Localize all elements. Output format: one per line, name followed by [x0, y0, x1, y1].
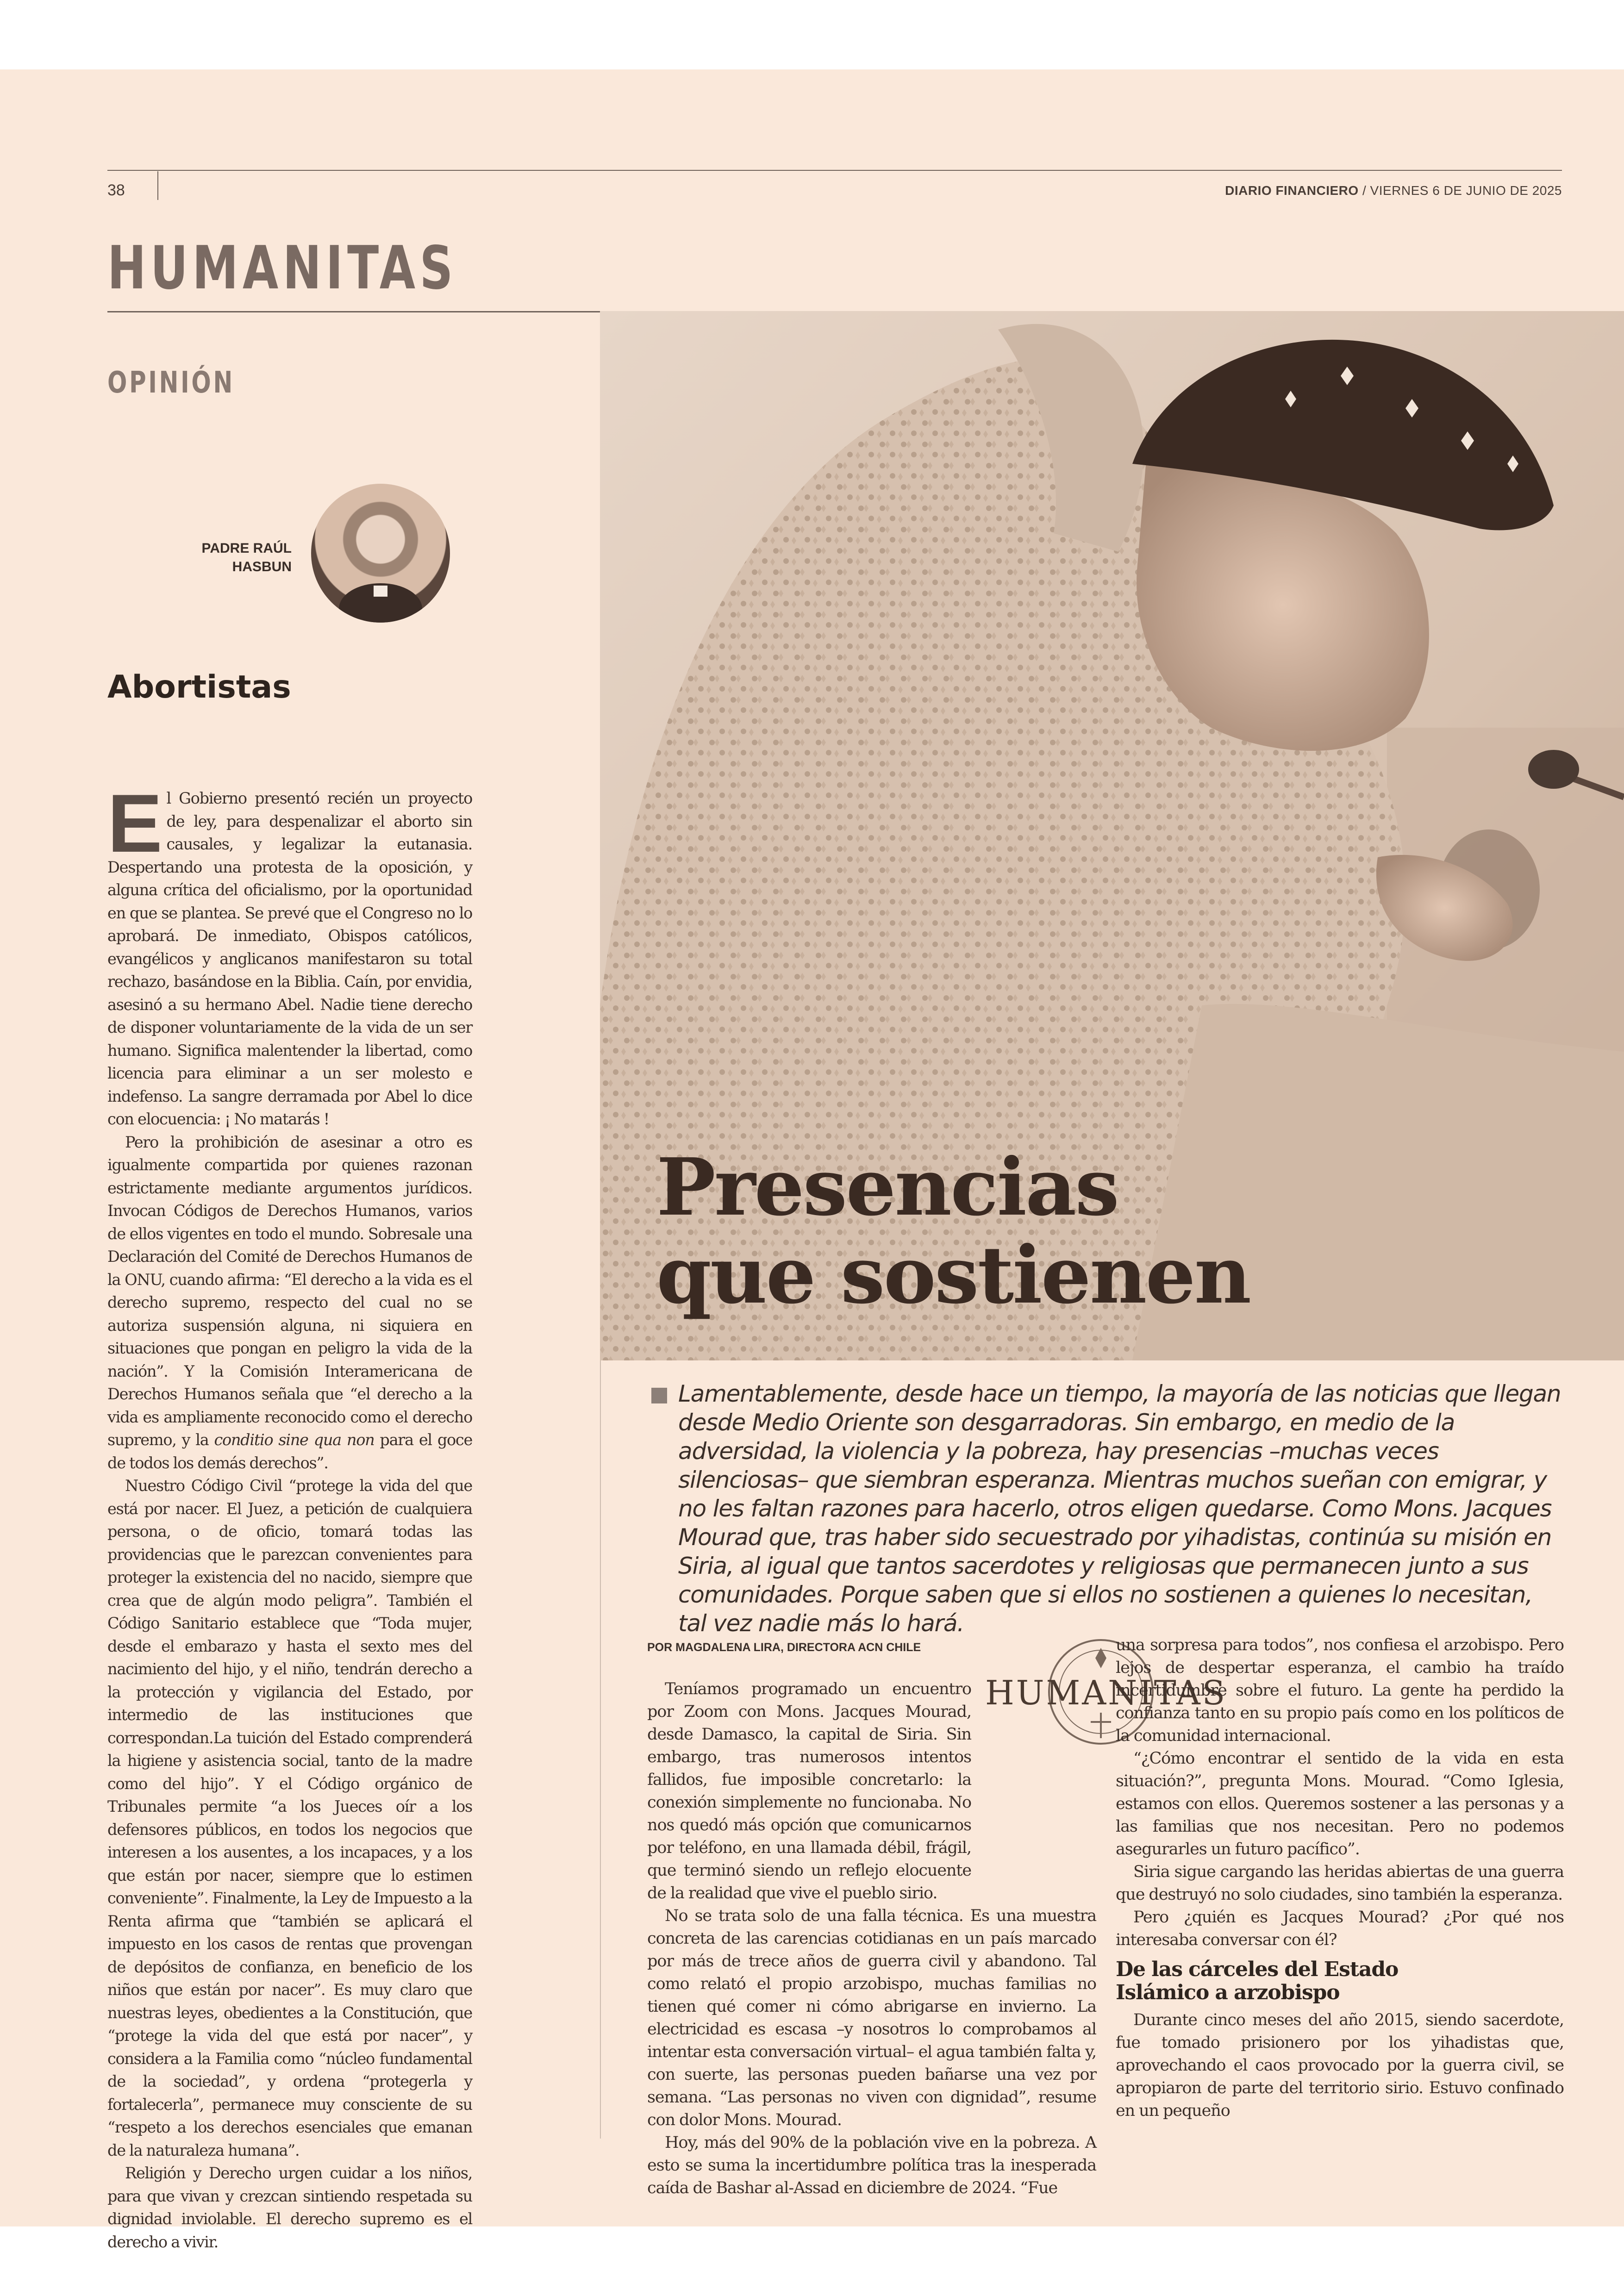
- header-top-rule: [107, 170, 1562, 171]
- feature-paragraph: “¿Cómo encontrar el sentido de la vida en esta situación?”, pregunta Mons. Mourad. “Como Iglesia, estamos con ellos. Queremos sostener a las personas y a las familias que nos necesitan. Pero no podemos asegurarles un futuro pacífico”.: [1116, 1749, 1564, 1858]
- opinion-paragraph-tail: para el goce de todos los demás derechos”.: [107, 1431, 473, 1472]
- header-tick: [157, 171, 158, 200]
- feature-paragraph: Siria sigue cargando las heridas abiertas de una guerra que destruyó no solo ciudades, sino también la esperanza.: [1116, 1863, 1564, 1904]
- section-title: HUMANITAS: [107, 234, 457, 303]
- opinion-paragraph: [107, 1131, 472, 1475]
- feature-column-2: [1116, 1634, 1564, 2122]
- feature-headline-line1: Presencias: [656, 1141, 1118, 1234]
- feature-paragraph: una sorpresa para todos”, nos confiesa el arzobispo. Pero lejos de despertar esperanza, el cambio ha traído incertidumbre sobre el futuro. La gente ha perdido la confianza tanto en su propio país como en los políticos de la comunidad internacional.: [1116, 1636, 1564, 1745]
- page-number: 38: [107, 181, 125, 199]
- opinion-paragraph: Nuestro Código Civil “protege la vida del que está por nacer. El Juez, a petición de cualquiera persona, o de oficio, tomará todas las providencias que le parezcan convenientes para proteger la existencia del no nacido, siempre que crea que de algún modo peligra”. También el Código Sanitario establece que “Toda mujer, desde el embarazo y hasta el sexto mes del nacimiento del hijo, y el niño, tendrán derecho a la protección y vigilancia del Estado, por intermedio de las instituciones que correspondan.La tuición del Estado comprenderá la higiene y asistencia social, tanto de la madre como del hijo”. Y el Código orgánico de Tribunales permite “a los Jueces oír a los defensores públicos, en todos los negocios que interesen a los ausentes, a los incapaces, y a los que están por nacer, siempre que lo estimen conveniente”. Finalmente, la Ley de Impuesto a la Renta afirma que “también se aplicará el impuesto en los casos de rentas que provengan de depósitos de confianza, en beneficio de los niños que están por nacer”. Es muy claro que nuestras leyes, obedientes a la Constitución, que “protege la vida del que está por nacer”, y considera a la Familia como “núcleo fundamental de la sociedad”, y ordena “protegerla y fortalecerla”, permanece muy consciente de su “respeto a los derechos esenciales que emanan de la naturaleza humana”.: [107, 1477, 472, 2159]
- publication-name: DIARIO FINANCIERO: [1225, 183, 1359, 198]
- drop-cap: E: [107, 777, 162, 869]
- feature-deck: Lamentablemente, desde hace un tiempo, la mayoría de las noticias que llegan desde Medio Oriente son desgarradoras. Sin embargo, en medio de la adversidad, la violencia y la pobreza, hay presencias –muchas veces silenciosas– que siembran esperanza. Mientras muchos sueñan con emigrar, y no les faltan razones para hacerlo, otros eligen quedarse. Como Mons. Jacques Mourad que, tras haber sido secuestrado por yihadistas, continúa su misión en Siria, al igual que tantos sacerdotes y religiosas que permanecen junto a sus comunidades. Porque saben que si ellos no sostienen a quienes lo necesitan, tal vez nadie más lo hará.: [678, 1380, 1561, 1637]
- author-name-line1: PADRE RAÚL: [201, 541, 292, 556]
- opinion-headline: Abortistas: [107, 669, 291, 705]
- deck-bullet: [651, 1388, 667, 1403]
- feature-headline: [656, 1141, 1250, 1322]
- feature-paragraph: Hoy, más del 90% de la población vive en la pobreza. A esto se suma la incertidumbre política tras la inesperada caída de Bashar al-Assad en diciembre de 2024. “Fue: [647, 2133, 1096, 2197]
- feature-paragraph: Pero ¿quién es Jacques Mourad? ¿Por qué nos interesaba conversar con él?: [1116, 1908, 1564, 1949]
- logo-wordmark: HUMANITAS: [985, 1673, 1227, 1712]
- opinion-paragraph-text: l Gobierno presentó recién un proyecto de ley, para despenalizar el aborto sin causales, y legalizar la eutanasia. Despertando una protesta de la oposición, y alguna crítica del oficialismo, por la oportunidad en que se plantea. Se prevé que el Congreso no lo aprobará. De inmediato, Obispos católicos, evangélicos y anglicanos manifestaron su total rechazo, basándose en la Biblia. Caín, por envidia, asesinó a su hermano Abel. Nadie tiene derecho de disponer voluntariamente de la vida de un ser humano. Significa malentender la libertad, como licencia para eliminar a un ser molesto e indefenso. La sangre derramada por Abel lo dice con elocuencia: ¡ No matarás !: [107, 789, 472, 1128]
- masthead-line: [1225, 183, 1562, 198]
- latin-phrase: conditio sine qua non: [214, 1431, 375, 1449]
- feature-column-1-cont: [647, 1905, 1096, 2200]
- feature-headline-line2: que sostienen: [656, 1229, 1250, 1322]
- byline: POR MAGDALENA LIRA, DIRECTORA ACN CHILE: [647, 1641, 921, 1654]
- author-name-line2: HASBUN: [232, 559, 292, 574]
- opinion-paragraph-text: Pero la prohibición de asesinar a otro es igualmente compartida por quienes razonan estrictamente mediante argumentos jurídicos. Invocan Códigos de Derechos Humanos, varios de ellos vigentes en todo el mundo. Sobresale una Declaración del Comité de Derechos Humanos de la ONU, cuando afirma: “El derecho a la vida es el derecho supremo, respecto del cual no se autoriza suspensión alguna, ni siquiera en situaciones que pongan en peligro la vida de la nación”. Y la Comisión Interamericana de Derechos Humanos señala que “el derecho a la vida es ampliamente reconocido como el derecho supremo, y la: [107, 1133, 472, 1449]
- feature-paragraph: No se trata solo de una falla técnica. Es una muestra concreta de las carencias cotidianas en un país marcado por más de trece años de guerra civil y abandono. Tal como relató el propio arzobispo, muchas familias no tienen qué comer ni cómo abrigarse en invierno. La electricidad es escasa –y nosotros lo comprobamos al intentar esta conversación virtual– el agua también falta y, con suerte, las personas pueden bañarse una vez por semana. “Las personas no viven con dignidad”, resume con dolor Mons. Mourad.: [647, 1907, 1096, 2129]
- feature-subhead-line1: De las cárceles del Estado: [1116, 1958, 1399, 1981]
- opinion-label: OPINIÓN: [107, 366, 235, 400]
- feature-paragraph: Durante cinco meses del año 2015, siendo sacerdote, fue tomado prisionero por los yihadistas que, aprovechando el caos provocado por la guerra civil, se apropiaron de parte del territorio sirio. Estuvo confinado en un pequeño: [1116, 2011, 1564, 2120]
- opinion-paragraph: [107, 777, 472, 1131]
- feature-subhead: [1116, 1958, 1564, 2004]
- feature-paragraph: Teníamos programado un encuentro por Zoom con Mons. Jacques Mourad, desde Damasco, la capital de Siria. Sin embargo, tras numerosos intentos fallidos, fue imposible concretarlo: la conexión simplemente no funcionaba. No nos quedó más opción que comunicarnos por teléfono, en una llamada débil, frágil, que terminó siendo un reflejo elocuente de la realidad que vive el pueblo sirio.: [647, 1680, 971, 1902]
- author-photo: [311, 484, 450, 623]
- opinion-paragraph: Religión y Derecho urgen cuidar a los niños, para que vivan y crezcan sintiendo respetada su dignidad inviolable. El derecho supremo es el derecho a vivir.: [107, 2164, 472, 2251]
- feature-subhead-line2: Islámico a arzobispo: [1116, 1981, 1340, 2004]
- author-name: [153, 539, 292, 576]
- author-collar: [374, 586, 387, 597]
- opinion-body: [107, 777, 473, 2253]
- issue-date: / VIERNES 6 DE JUNIO DE 2025: [1362, 183, 1562, 198]
